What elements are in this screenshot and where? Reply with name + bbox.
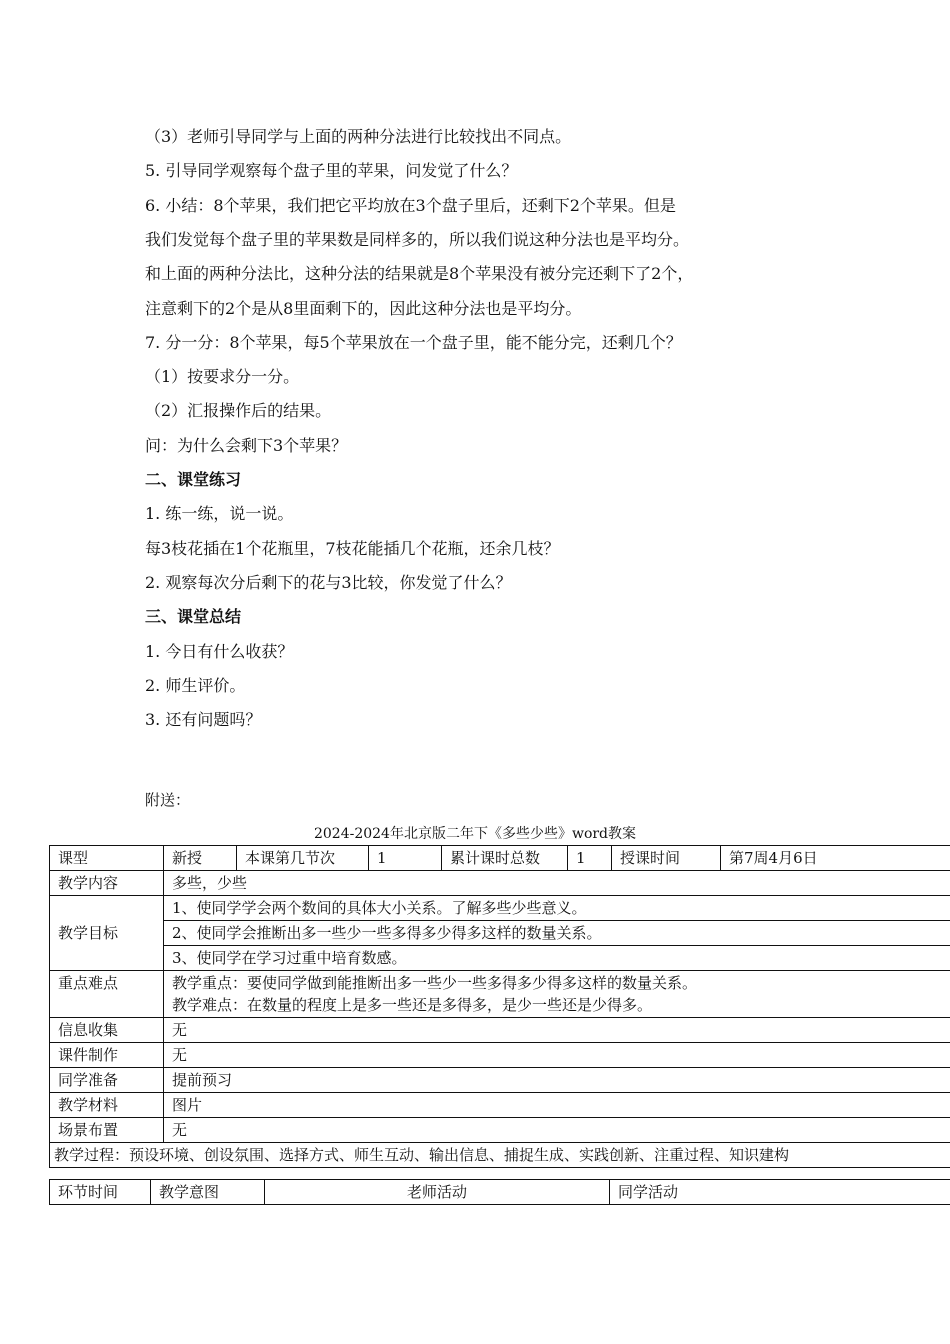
row-value: 提前预习 xyxy=(164,1068,950,1093)
time-label: 授课时间 xyxy=(612,846,721,871)
body-line: 6. 小结：8个苹果，我们把它平均放在3个盘子里后，还剩下2个苹果。但是 xyxy=(145,196,676,215)
table-row xyxy=(50,1118,950,1143)
table-row xyxy=(50,1043,950,1068)
process-overview: 教学过程：预设环境、创设氛围、选择方式、师生互动、输出信息、捕捉生成、实践创新、注重过程、知识建构 xyxy=(50,1143,950,1168)
total-value: 1 xyxy=(568,846,612,871)
table-caption: 2024-2024年北京版二年下《多些少些》word教案 xyxy=(313,826,637,842)
row-label: 场景布置 xyxy=(50,1118,164,1143)
row-label: 课件制作 xyxy=(50,1043,164,1068)
table-row xyxy=(50,871,950,896)
period-label: 本课第几节次 xyxy=(237,846,369,871)
body-line: 和上面的两种分法比，这种分法的结果就是8个苹果没有被分完还剩下了2个， xyxy=(145,264,694,283)
key-points-cell xyxy=(164,971,950,1018)
process-table xyxy=(49,1179,950,1205)
body-line: （2）汇报操作后的结果。 xyxy=(145,401,332,420)
key-point: 教学重点：要使同学做到能推断出多一些少一些多得多少得多这样的数量关系。 xyxy=(172,974,698,992)
section-heading: 三、课堂总结 xyxy=(145,607,242,626)
body-line: 7. 分一分：8个苹果，每5个苹果放在一个盘子里，能不能分完，还剩几个？ xyxy=(145,333,682,352)
process-header-student: 同学活动 xyxy=(610,1180,950,1205)
goal-item: 3、使同学在学习过重中培育数感。 xyxy=(164,946,950,971)
key-point: 教学难点：在数量的程度上是多一些还是多得多，是少一些还是少得多。 xyxy=(172,996,653,1014)
goal-item: 2、使同学会推断出多一些少一些多得多少得多这样的数量关系。 xyxy=(164,921,950,946)
period-value: 1 xyxy=(369,846,442,871)
process-header-teacher: 老师活动 xyxy=(265,1180,610,1205)
body-line: 2. 观察每次分后剩下的花与3比较，你发觉了什么？ xyxy=(145,573,512,592)
appendix-label: 附送： xyxy=(145,791,191,809)
row-label: 教学材料 xyxy=(50,1093,164,1118)
content-label: 教学内容 xyxy=(50,871,164,896)
process-header-time: 环节时间 xyxy=(50,1180,151,1205)
time-value: 第7周4月6日 xyxy=(721,846,950,871)
body-line: 注意剩下的2个是从8里面剩下的，因此这种分法也是平均分。 xyxy=(145,299,582,318)
body-line: 5. 引导同学观察每个盘子里的苹果，问发觉了什么？ xyxy=(145,161,518,180)
row-value: 无 xyxy=(164,1043,950,1068)
table-row xyxy=(50,846,950,871)
table-row xyxy=(50,1068,950,1093)
body-line: 3. 还有问题吗？ xyxy=(145,710,262,729)
table-row xyxy=(50,1180,950,1205)
key-points-label: 重点难点 xyxy=(50,971,164,1018)
section-heading: 二、课堂练习 xyxy=(145,470,242,489)
body-line: （3）老师引导同学与上面的两种分法进行比较找出不同点。 xyxy=(145,127,572,146)
body-line: 我们发觉每个盘子里的苹果数是同样多的，所以我们说这种分法也是平均分。 xyxy=(145,230,690,249)
row-value: 无 xyxy=(164,1118,950,1143)
lesson-info-table xyxy=(49,845,950,1168)
row-value: 无 xyxy=(164,1018,950,1043)
table-row xyxy=(50,1143,950,1168)
lesson-type-label: 课型 xyxy=(50,846,164,871)
table-row xyxy=(50,1093,950,1118)
goals-label: 教学目标 xyxy=(50,896,164,971)
body-line: 2. 师生评价。 xyxy=(145,676,246,695)
body-line: 1. 练一练，说一说。 xyxy=(145,504,294,523)
table-row xyxy=(50,971,950,1018)
body-line: 1. 今日有什么收获？ xyxy=(145,642,294,661)
row-label: 信息收集 xyxy=(50,1018,164,1043)
row-label: 同学准备 xyxy=(50,1068,164,1093)
content-value: 多些，少些 xyxy=(164,871,950,896)
lesson-type-value: 新授 xyxy=(164,846,237,871)
body-line: 每3枝花插在1个花瓶里，7枝花能插几个花瓶，还余几枝？ xyxy=(145,539,560,558)
body-line: 问：为什么会剩下3个苹果？ xyxy=(145,436,348,455)
row-value: 图片 xyxy=(164,1093,950,1118)
table-row xyxy=(50,1018,950,1043)
body-line: （1）按要求分一分。 xyxy=(145,367,300,386)
table-row xyxy=(50,921,950,946)
process-header-intent: 教学意图 xyxy=(151,1180,265,1205)
goal-item: 1、使同学学会两个数间的具体大小关系。了解多些少些意义。 xyxy=(164,896,950,921)
total-label: 累计课时总数 xyxy=(442,846,568,871)
table-row xyxy=(50,946,950,971)
table-row xyxy=(50,896,950,921)
